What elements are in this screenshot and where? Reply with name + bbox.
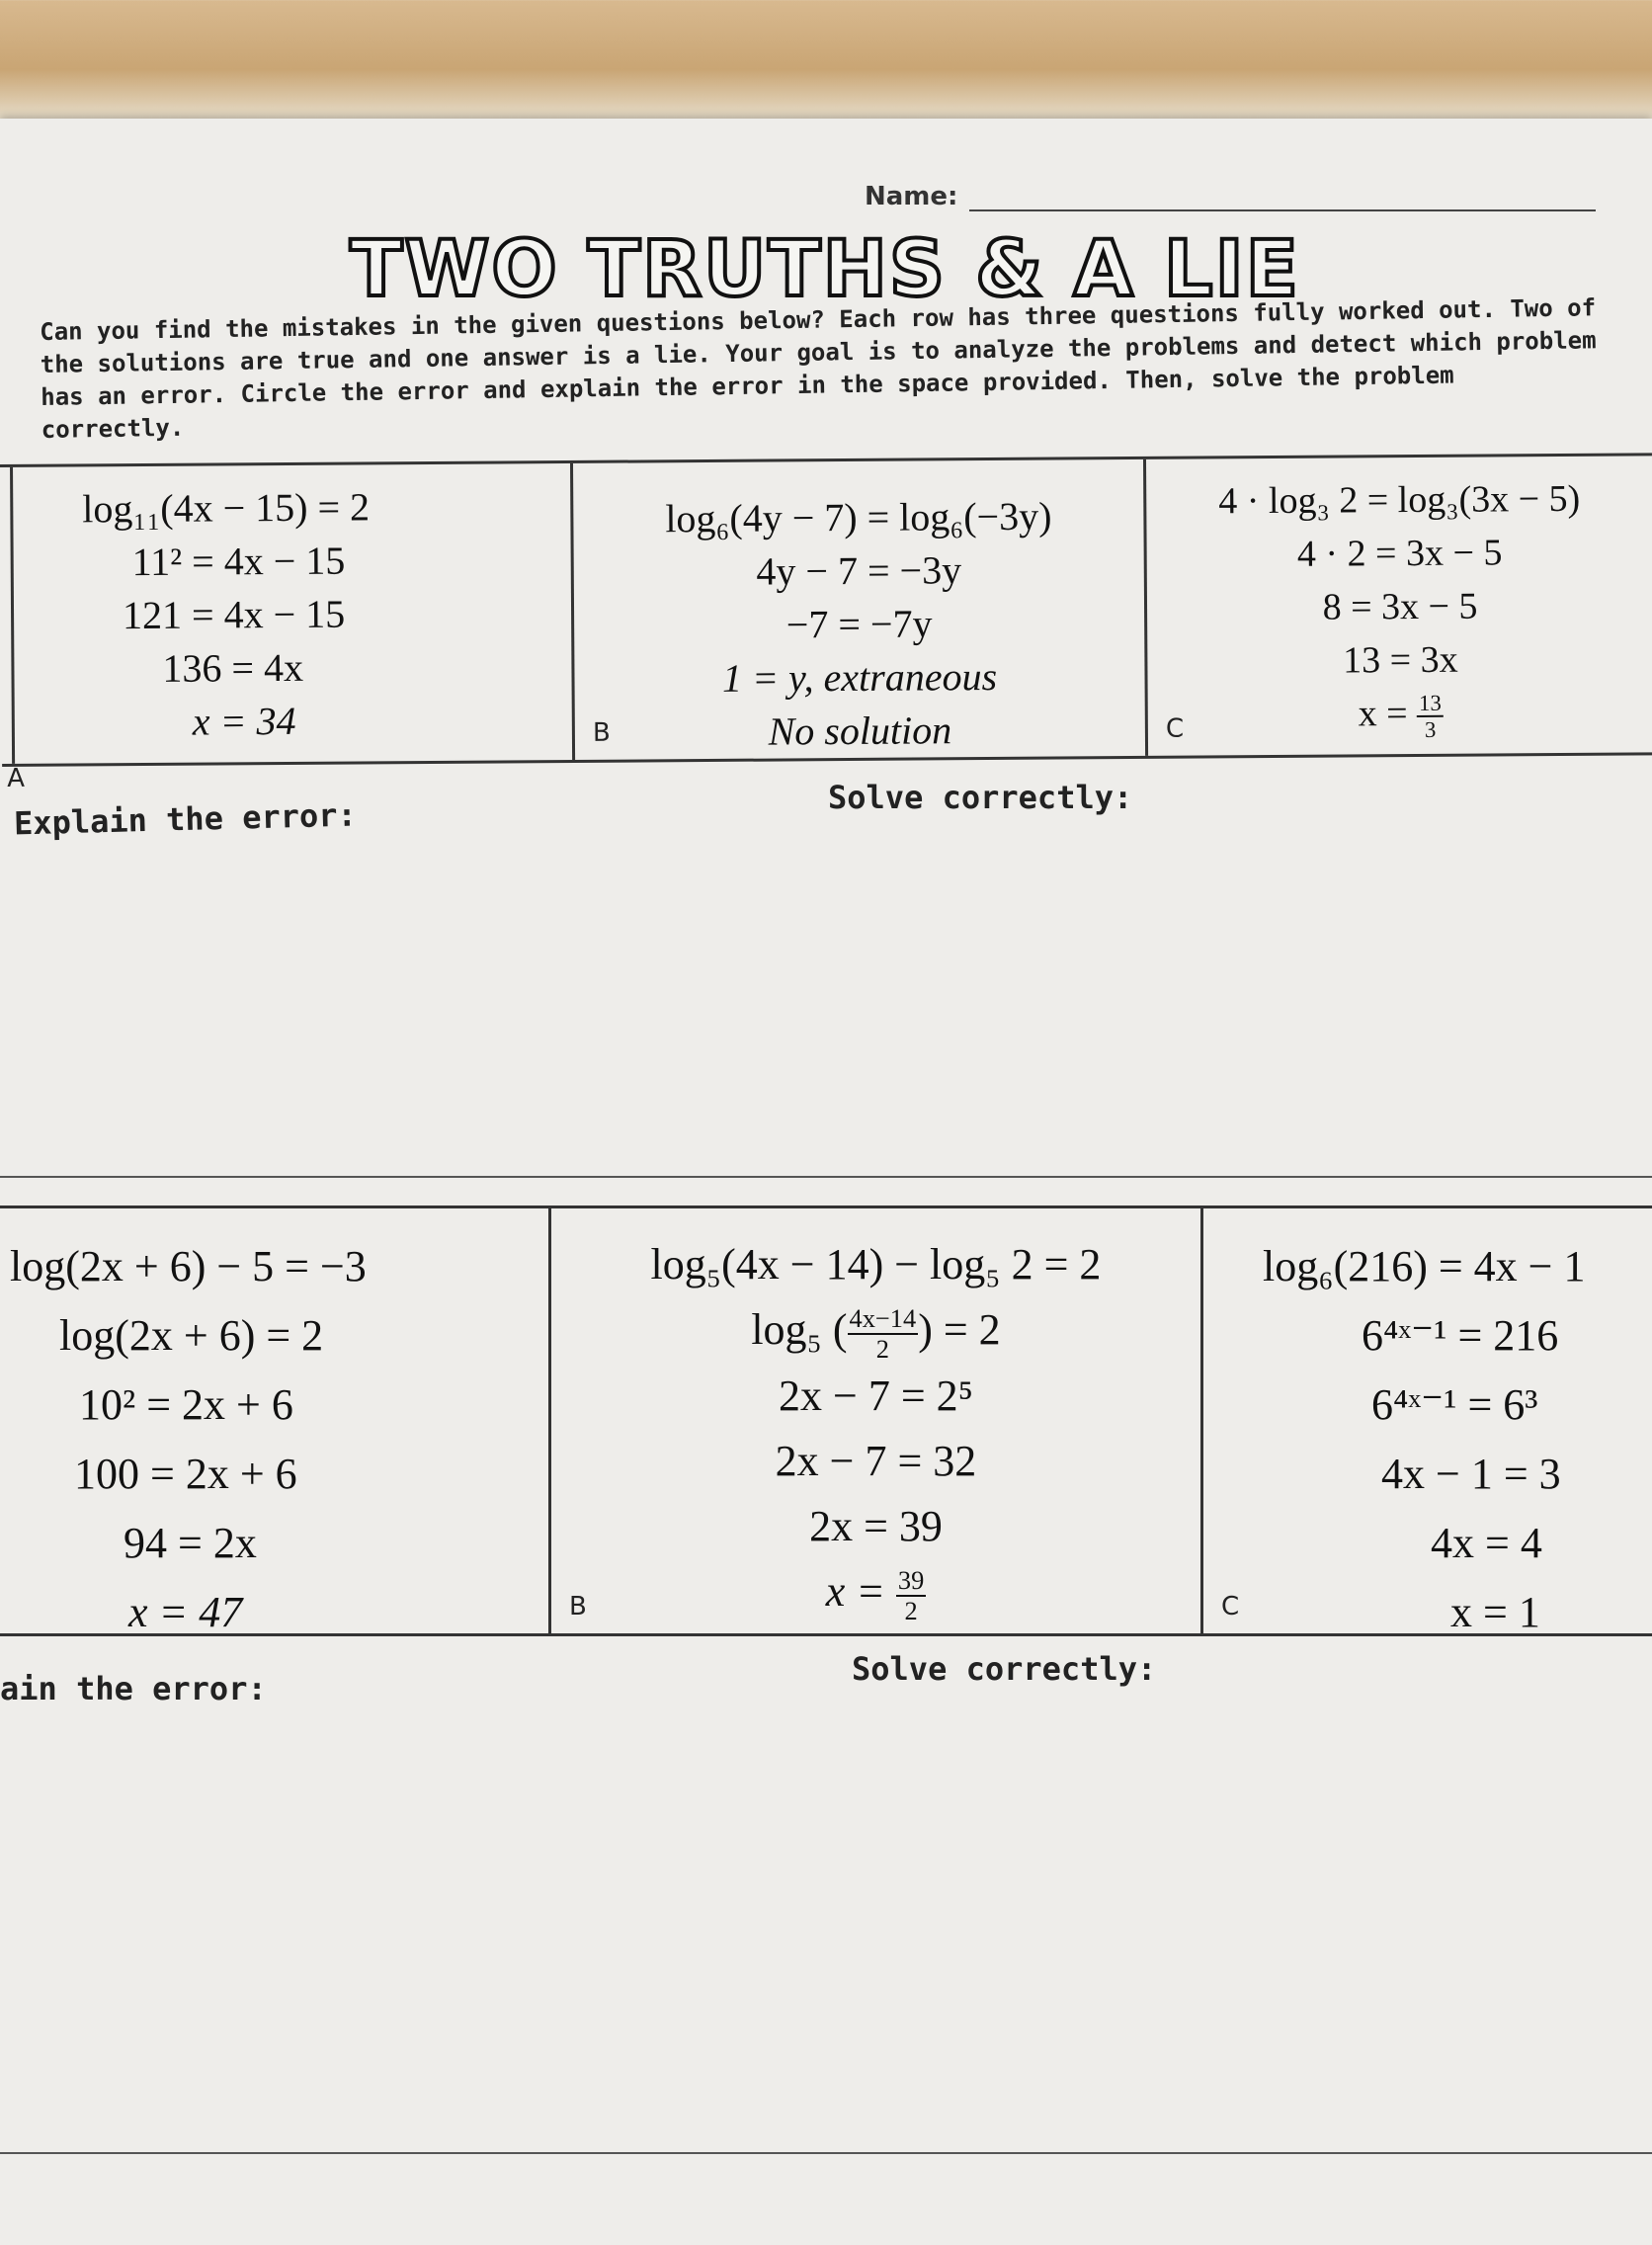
math-line: 94 = 2x <box>124 1519 257 1567</box>
math-line: 100 = 2x + 6 <box>74 1450 297 1498</box>
math-line: 10² = 2x + 6 <box>79 1380 293 1429</box>
math-line: log(2x + 6) − 5 = −3 <box>10 1242 367 1290</box>
math-line: x = 1 <box>1450 1588 1540 1636</box>
problem-row-1 <box>0 453 1652 793</box>
problem-row-2 <box>0 1206 1652 1636</box>
name-field <box>865 176 1596 211</box>
math-line: 11² = 4x − 15 <box>131 538 346 585</box>
work-area-1[interactable] <box>0 800 1652 1178</box>
explain-error-label-2: ain the error: <box>0 1670 267 1707</box>
math-line: 2x = 39 <box>809 1501 943 1550</box>
problem-letter: B <box>592 717 611 748</box>
worksheet-title: TWO TRUTHS & A LIE <box>350 225 1300 314</box>
math-line: log(2x + 6) = 2 <box>59 1311 324 1360</box>
explain-error-label-1: Explain the error: <box>13 795 358 843</box>
math-line: x = $\frac{13}{3}$ <box>1148 685 1652 744</box>
instructions-text: Can you find the mistakes in the given questions below? Each row has three questions fully worked out. Two of the solutions are true and one answer is a lie. Your goal is to analyze the problems and detect which problem has an error. Circle the error and explain the error in the space provided. Then, solve the problem correctly. <box>40 293 1597 444</box>
math-line: 6⁴ˣ⁻¹ = 216 <box>1362 1311 1559 1360</box>
problem-2c <box>1203 1208 1652 1636</box>
fraction: $\frac{13}{3}$ <box>1417 691 1444 742</box>
math-line: 8 = 3x − 5 <box>1322 585 1478 628</box>
problem-letter: A <box>7 763 26 793</box>
math-line: 2x − 7 = 2⁵ <box>779 1371 973 1420</box>
math-line: 2x − 7 = 32 <box>775 1436 977 1485</box>
name-blank-line <box>969 180 1596 211</box>
math-line: No solution <box>768 707 952 754</box>
problem-1c <box>1146 456 1652 756</box>
math-line: log₅ ( $\frac{4x-14}{2}$ ) = 2 <box>751 1302 1001 1364</box>
math-line: x = 34 <box>192 698 296 744</box>
solve-correctly-label-2: Solve correctly: <box>852 1650 1157 1688</box>
math-line: 1 = y, extraneous <box>721 653 998 701</box>
problem-letter: C <box>1221 1592 1240 1621</box>
problem-2b <box>551 1208 1203 1633</box>
problem-2a <box>0 1208 551 1636</box>
problem-1b <box>573 459 1148 760</box>
fraction: $\frac{4x-14}{2}$ <box>849 1302 917 1364</box>
math-line: log₁₁(4x − 15) = 2 <box>82 484 371 532</box>
math-line: 4 · log₃ 2 = log₃(3x − 5) <box>1218 477 1581 523</box>
math-line: x = $\frac{39}{2}$ <box>825 1564 925 1625</box>
math-line: 4x − 1 = 3 <box>1381 1450 1561 1498</box>
math-line: 4y − 7 = −3y <box>756 547 962 594</box>
solve-correctly-label-1: Solve correctly: <box>828 779 1133 816</box>
math-line: 4 · 2 = 3x − 5 <box>1296 532 1503 575</box>
math-line: log₆(216) = 4x − 1 <box>1263 1242 1586 1290</box>
math-line: x = 47 <box>128 1588 243 1636</box>
math-line: 13 = 3x <box>1343 638 1458 682</box>
problem-letter: B <box>569 1592 587 1621</box>
math-line: 4x = 4 <box>1431 1519 1542 1567</box>
math-line: log₅(4x − 14) − log₅ 2 = 2 <box>650 1240 1102 1289</box>
math-line: log₆(4y − 7) = log₆(−3y) <box>665 493 1052 541</box>
math-line: −7 = −7y <box>785 601 933 647</box>
name-label: Name: <box>865 182 958 211</box>
problem-letter: C <box>1165 713 1185 744</box>
math-line: 6⁴ˣ⁻¹ = 6³ <box>1371 1380 1538 1429</box>
worksheet-page <box>0 119 1652 2245</box>
fraction: $\frac{39}{2}$ <box>897 1564 925 1625</box>
math-line: 136 = 4x <box>162 644 304 691</box>
math-line: 121 = 4x − 15 <box>122 591 346 638</box>
work-area-2-bottom-line <box>0 2152 1652 2154</box>
problem-1a <box>7 463 575 793</box>
